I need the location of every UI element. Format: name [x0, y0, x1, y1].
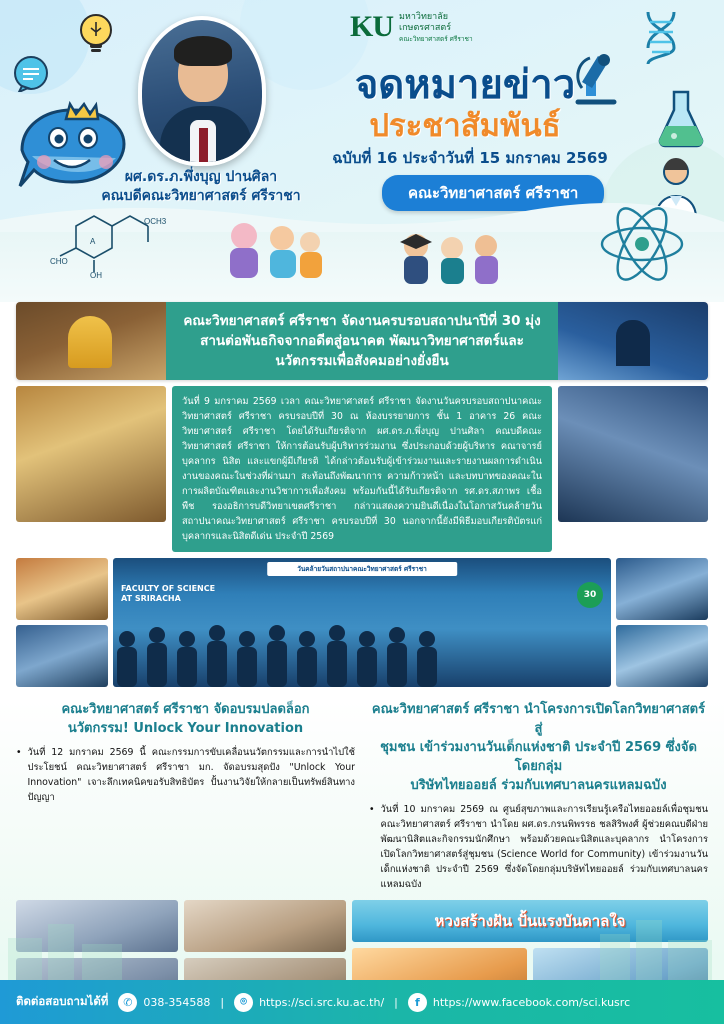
- article-1-photo-right: [558, 302, 708, 380]
- article-2: [16, 701, 355, 892]
- photo-thumb: [16, 625, 108, 687]
- footer-website-text: https://sci.src.ku.ac.th/: [259, 995, 385, 1009]
- bullet-dot-icon: •: [16, 747, 22, 759]
- org-name-line1: มหาวิทยาลัย: [399, 12, 449, 22]
- footer-facebook[interactable]: [408, 993, 630, 1012]
- article-3: [369, 701, 708, 892]
- photo-column-right: [616, 558, 708, 687]
- phone-icon: ✆: [118, 993, 137, 1012]
- microscope-icon: [558, 44, 628, 114]
- article-1-banner: [16, 302, 708, 380]
- facebook-icon: f: [408, 993, 427, 1012]
- atom-icon: [596, 198, 688, 290]
- article-3-heading-line3: บริษัทไทยออยล์ ร่วมกับเทศบาลนครแหลมฉบัง: [410, 777, 667, 793]
- article-1-body: วันที่ 9 มกราคม 2569 เวลา คณะวิทยาศาสตร์ ศรีราชา จัดงานวันครบรอบสถาปนาคณะวิทยาศาสตร์ ศรีราชา ครบรอบปีที่ 30 ณ ห้องบรรยายการ ชั้น 1 อาคาร 26 คณะวิทยาศาสตร์ ศรีราชา โดยได้รับเกียรติจาก ผศ.ดร.ภ.พึ่งบุญ ปานศิลา คณบดีคณะวิทยาศาสตร์ ศรีราชา ให้การต้อนรับผู้บริหารร่วมงาน ซึ่งประกอบด้วยผู้บริหาร คณาจารย์ บุคลากร นิสิต และแขกผู้มีเกียรติ ได้กล่าวต้อนรับผู้เข้าร่วมงานและรายงานผลการดำเนินงานของคณะในช่วงที่ผ่านมา สะท้อนถึงพัฒนาการ ความก้าวหน้า และบทบาทของคณะในการผลิตบัณฑิตและงานวิชาการเพื่อสังคม พร้อมกันนี้ได้รับเกียรติจาก รศ.ดร.สภาพร เชื้อพืช รองอธิการบดีวิทยาเขตศรีราชา กล่าวแสดงความยินดีเนื่องในโอกาสวันคล้ายวันสถาปนาคณะวิทยาศาสตร์ ศรีราชา ครบรอบปีที่ 30 นอกจากนี้ยังมีพิธีมอบเกียรติบัตรแก่บุคลากรและนิสิตดีเด่น ประจำปี 2569: [172, 386, 552, 552]
- svg-text:CHO: CHO: [50, 257, 68, 266]
- students-illustration: [210, 196, 330, 292]
- graduates-illustration: [388, 202, 518, 294]
- article-3-heading-line1: คณะวิทยาศาสตร์ ศรีราชา นำโครงการเปิดโลกวิทยาศาสตร์สู่: [371, 702, 706, 737]
- chat-bubble-icon: [12, 56, 50, 96]
- footer-phone-text: 038-354588: [143, 995, 211, 1009]
- article-1: [16, 302, 708, 552]
- group-photo-subtitle-line1: FACULTY OF SCIENCE: [121, 584, 216, 594]
- org-name-line2: เกษตรศาสตร์: [399, 23, 452, 34]
- anniversary-badge: 30: [577, 582, 603, 608]
- svg-text:A: A: [90, 237, 96, 246]
- globe-icon: ⌾: [234, 993, 253, 1012]
- footer-divider: |: [394, 995, 398, 1009]
- article-2-bullet: [16, 745, 355, 805]
- footer: [0, 980, 724, 1024]
- science-strip: [0, 217, 724, 302]
- dna-icon: [632, 8, 690, 72]
- dean-portrait: [138, 16, 266, 166]
- photo-thumb: [616, 625, 708, 687]
- photo-column-left: [16, 558, 108, 687]
- article-1-body-row: [16, 386, 708, 552]
- bullet-dot-icon: •: [369, 803, 375, 815]
- svg-text:OH: OH: [90, 271, 102, 280]
- article-3-heading: [369, 701, 708, 795]
- footer-divider: |: [220, 995, 225, 1009]
- childrens-day-banner-text: หวงสร้างฝัน ปั้นแรงบันดาลใจ: [434, 911, 626, 930]
- svg-text:OCH3: OCH3: [144, 217, 167, 226]
- article-1-photo-left: [16, 302, 166, 380]
- dean-name-line2: คณบดีคณะวิทยาศาสตร์ ศรีราชา: [101, 187, 301, 204]
- ku-logo-mark: KU: [350, 10, 393, 44]
- article-3-heading-line2: ชุมชน เข้าร่วมงานวันเด็กแห่งชาติ ประจำปี 2569 ซึ่งจัดโดยกลุ่ม: [380, 740, 697, 774]
- article-3-bullet: [369, 802, 708, 892]
- molecule-icon: [46, 208, 186, 300]
- article-1-headline: คณะวิทยาศาสตร์ ศรีราชา จัดงานครบรอบสถาปนาปีที่ 30 มุ่งสานต่อพันธกิจจากอดีตสู่อนาคต พัฒนาวิทยาศาสตร์และนวัตกรรมเพื่อสังคมอย่างยั่งยืน: [166, 302, 558, 380]
- footer-contact-label: ติดต่อสอบถามได้ที่: [16, 994, 109, 1008]
- issue-line: ฉบับที่ 16 ประจำวันที่ 15 มกราคม 2569: [332, 149, 608, 167]
- group-photo-band: [16, 558, 708, 687]
- photo-thumb: [16, 558, 108, 620]
- article-1-photo-ceremony: [16, 386, 166, 522]
- article-2-heading-line2: นวัตกรรม! Unlock Your Innovation: [67, 721, 304, 737]
- article-2-bullet-text: วันที่ 12 มกราคม 2569 นี้ คณะกรรมการขับเคลื่อนนวัตกรรมและการนำไปใช้ประโยชน์ คณะวิทยาศาสตร์ ศรีราชา มก. จัดอบรมสุดปัง "Unlock Your Innovation" เจาะลึกเทคนิคขอรับสิทธิบัตร ปั้นงานวิจัยให้กลายเป็นทรัพย์สินทางปัญญา: [27, 747, 355, 804]
- article-1-group-photo: [113, 558, 611, 687]
- footer-phone[interactable]: [118, 993, 210, 1012]
- photo-thumb: [616, 558, 708, 620]
- city-silhouette: [0, 910, 724, 980]
- group-photo-subtitle: [121, 584, 215, 603]
- page-subtitle: ประชาสัมพันธ์: [369, 108, 561, 144]
- page-title: จดหมายข่าว: [354, 63, 576, 107]
- article-2-heading: [16, 701, 355, 739]
- footer-facebook-text: https://www.facebook.com/sci.kusrc: [432, 995, 631, 1009]
- ku-logo: [350, 12, 473, 43]
- article-3-bullet-text: วันที่ 10 มกราคม 2569 ณ ศูนย์สุขภาพและการเรียนรู้เครือไทยออยล์เพื่อชุมชน คณะวิทยาศาสตร์ ศรีราชา นำโดย ผศ.ดร.กรนพิพรรธ ชลสิริพงศ์ ผู้ช่วยคณบดีฝ่ายพัฒนานิสิตและกิจกรรมนักศึกษา พร้อมด้วยคณะนิสิตและบุคลากร นำโครงการเปิดโลกวิทยาศาสตร์สู่ชุมชน (Science World for Community) เข้าร่วมงานวันเด็กแห่งชาติ ประจำปี 2569 ซึ่งจัดโดยกลุ่มบริษัทไทยออยล์ ร่วมกับเทศบาลนครแหลมฉบัง: [380, 803, 708, 890]
- group-photo-subtitle-line2: AT SRIRACHA: [121, 594, 181, 604]
- footer-website[interactable]: [234, 993, 384, 1012]
- faculty-badge: คณะวิทยาศาสตร์ ศรีราชา: [382, 175, 604, 211]
- two-column-section: [16, 701, 708, 892]
- ku-logo-text: [399, 12, 473, 43]
- crowd-silhouette: [113, 615, 453, 687]
- article-2-heading-line1: คณะวิทยาศาสตร์ ศรีราชา จัดอบรมปลดล็อก: [61, 702, 310, 718]
- lightbulb-icon: [74, 10, 118, 62]
- flask-icon: [654, 86, 708, 154]
- org-name-line3: คณะวิทยาศาสตร์ ศรีราชา: [399, 34, 473, 43]
- group-photo-banner: วันคล้ายวันสถาปนาคณะวิทยาศาสตร์ ศรีราชา: [267, 562, 457, 576]
- article-1-photo-audience: [558, 386, 708, 522]
- dean-name-line1: ผศ.ดร.ภ.พึ่งบุญ ปานศิลา: [124, 169, 278, 185]
